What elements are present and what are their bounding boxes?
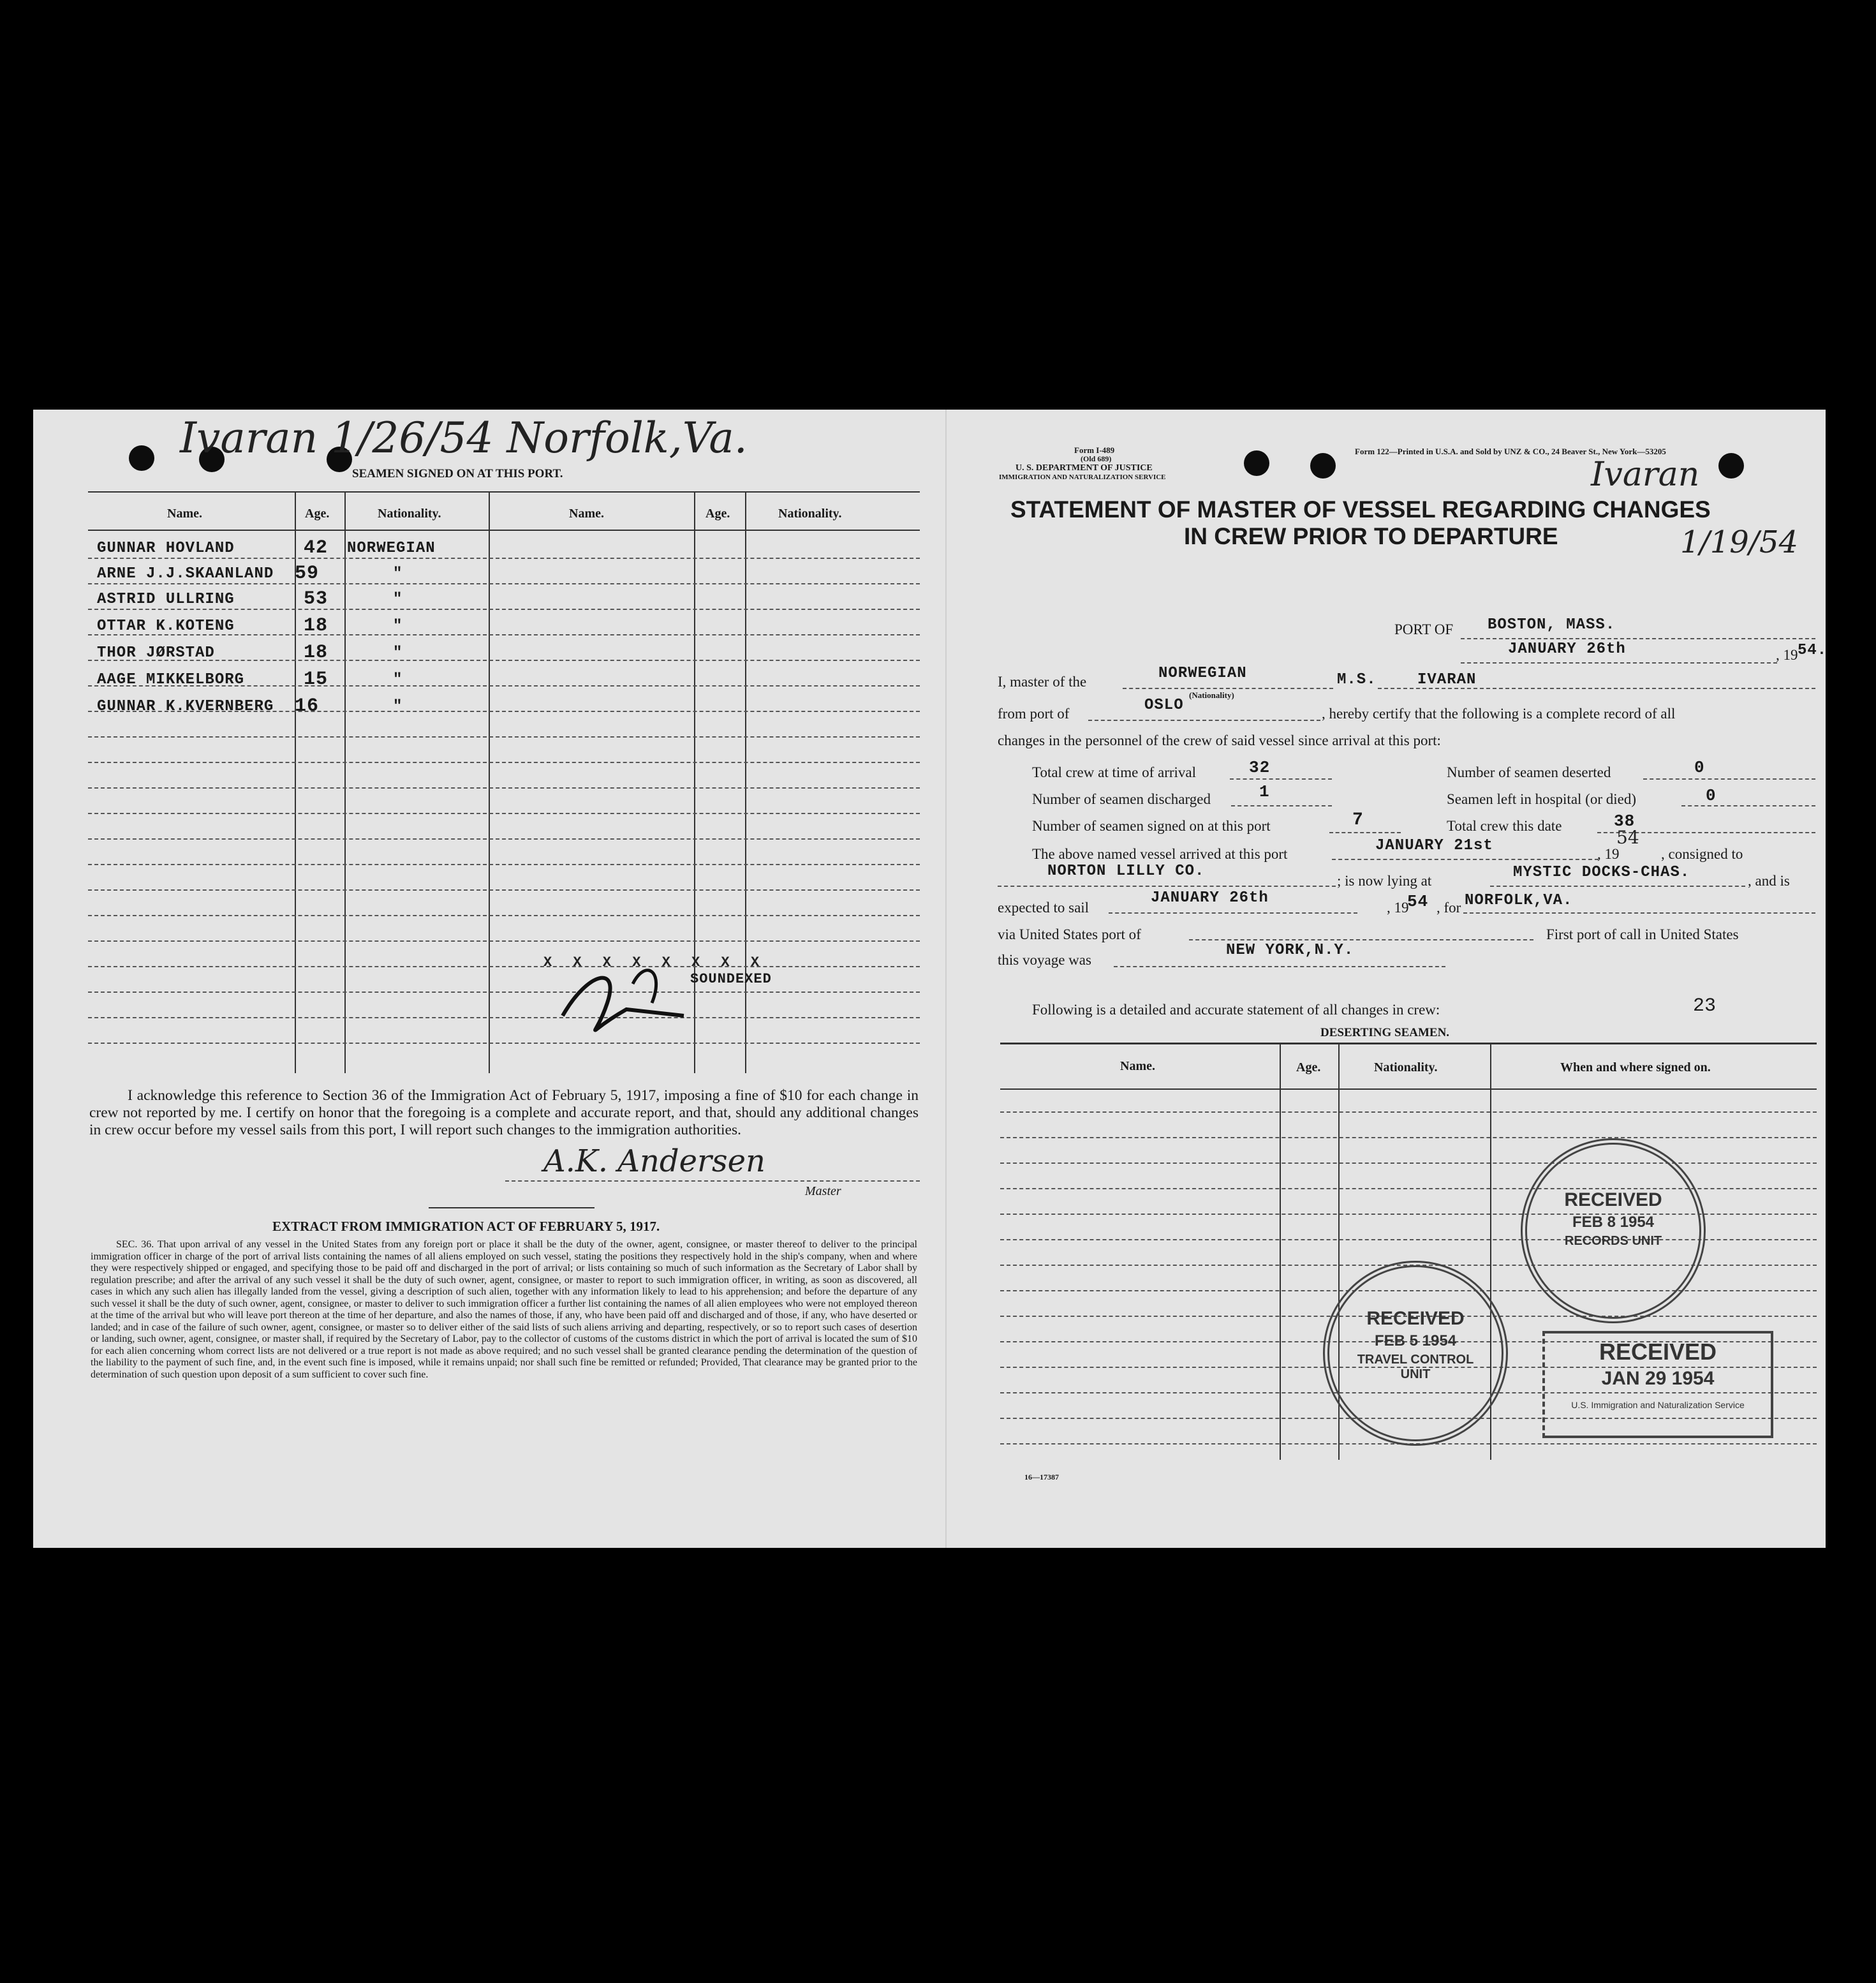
fill-line — [1463, 912, 1815, 914]
for-value: NORFOLK,VA. — [1465, 892, 1573, 909]
seaman-name: ASTRID ULLRING — [97, 591, 235, 608]
row-rule — [88, 838, 920, 840]
seaman-nationality: " — [393, 565, 403, 583]
for-label: , for — [1437, 900, 1461, 916]
date-value: JANUARY 26th — [1508, 641, 1626, 658]
master-of-label: I, master of the — [998, 674, 1087, 690]
table-top-rule — [1000, 1043, 1817, 1044]
date-year: 54. — [1798, 642, 1828, 659]
seaman-age: 15 — [304, 669, 329, 690]
stamp-unit: TRAVEL CONTROL UNIT — [1357, 1353, 1474, 1381]
nationality-caption: (Nationality) — [1189, 690, 1234, 700]
lying-value: MYSTIC DOCKS-CHAS. — [1513, 864, 1690, 881]
total-date-label: Total crew this date — [1447, 818, 1562, 834]
certify-text-2: changes in the personnel of the crew of said vessel since arrival at this port: — [998, 732, 1441, 748]
initials-mark — [537, 946, 728, 1041]
punch-hole — [1244, 450, 1269, 476]
voyage-value: NEW YORK,N.Y. — [1226, 942, 1354, 959]
row-rule — [88, 915, 920, 916]
discharged-label: Number of seamen discharged — [1032, 791, 1211, 807]
extract-title: EXTRACT FROM IMMIGRATION ACT OF FEBRUARY 5, 1917. — [272, 1219, 660, 1234]
soundexed-stamp: SOUNDEXED — [690, 971, 772, 987]
seaman-age: 42 — [304, 537, 329, 559]
master-signature: A.K. Andersen — [543, 1143, 765, 1179]
row-rule — [88, 864, 920, 865]
following-value: 23 — [1693, 995, 1717, 1017]
arrived-label: The above named vessel arrived at this port — [1032, 846, 1288, 862]
fill-line — [1461, 638, 1815, 639]
vessel-name: IVARAN — [1417, 671, 1477, 688]
agency: U. S. DEPARTMENT OF JUSTICE — [1016, 463, 1153, 473]
hospital-label: Seamen left in hospital (or died) — [1447, 791, 1637, 807]
received-stamp-travel — [1323, 1261, 1508, 1446]
row-rule — [88, 660, 920, 661]
seaman-age: 53 — [304, 588, 329, 610]
received-stamp-inspection — [1542, 1331, 1773, 1438]
col-when-where: When and where signed on. — [1560, 1060, 1711, 1074]
left-page — [33, 410, 945, 1548]
signature-line — [505, 1180, 920, 1182]
seaman-age: 16 — [295, 695, 320, 717]
row-rule — [88, 889, 920, 891]
seaman-name: THOR JØRSTAD — [97, 644, 215, 662]
stamp-label: RECEIVED — [1599, 1339, 1717, 1365]
fill-line — [1231, 805, 1332, 806]
seaman-age: 18 — [304, 642, 329, 664]
row-rule — [88, 1043, 920, 1044]
struck-text: X X X X X X X X — [543, 954, 766, 970]
fill-line — [1490, 886, 1745, 887]
fill-line — [1378, 688, 1815, 689]
column-divider — [1280, 1043, 1281, 1460]
table-header-rule — [1000, 1088, 1817, 1090]
following-label: Following is a detailed and accurate statement of all changes in crew: — [1032, 1002, 1440, 1018]
handwritten-header: Ivaran 1/26/54 Norfolk,Va. — [180, 413, 748, 463]
expected-year: 54 — [1407, 892, 1429, 911]
form-title-1: STATEMENT OF MASTER OF VESSEL REGARDING CHANGES — [1010, 496, 1711, 523]
col-name-2: Name. — [569, 507, 604, 521]
handwritten-date: 1/19/54 — [1680, 524, 1799, 560]
port-value: BOSTON, MASS. — [1488, 616, 1616, 634]
col-age: Age. — [1296, 1060, 1321, 1074]
row-rule — [88, 966, 920, 967]
seaman-name: AAGE MIKKELBORG — [97, 671, 245, 688]
stamp-label: RECEIVED — [1366, 1308, 1465, 1329]
stamp-date: JAN 29 1954 — [1601, 1368, 1715, 1389]
fill-line — [1088, 720, 1320, 721]
discharged-value: 1 — [1259, 782, 1270, 801]
certify-text: , hereby certify that the following is a complete record of all — [1322, 706, 1676, 722]
col-nationality: Nationality. — [1374, 1060, 1438, 1074]
hospital-value: 0 — [1706, 786, 1717, 805]
footer-code: 16—17387 — [1024, 1473, 1059, 1482]
via-label: via United States port of — [998, 926, 1141, 942]
extract-text: SEC. 36. That upon arrival of any vessel in the United States from any foreign port or place it shall be the duty of the owner, agent, consignee, or master thereof to deliver to the principal immigration officer in charge of the port of arrival lists containing the names of all aliens employed on such vessel, stating the positions they respectively hold in the ship's company, when and where they were respectively shipped or engaged, and specifying those to be paid off and discharged in the port of arrival; or lists containing so much of such information as the Secretary of Labor shall by regulation prescribe; and after the arrival of any such vessel it shall be the duty of such owner, agent, consignee, or master to report to such immigration officer, in writing, as soon as discovered, all cases in which any such alien has illegally landed from the vessel, giving a description of such alien, together with any information likely to lead to his apprehension; and before the departure of any such vessel it shall be the duty of such owner, agent, consignee, or master to deliver to such immigration officer a further list containing the names of all alien employees who were not employed thereon at the time of the arrival but who will leave port thereon at the time of her departure, and also the names of those, if any, who have been paid off and discharged and of those, if any, who have deserted or landed; and in case of the failure of such owner, agent, consignee, or master so to deliver either of the said lists of such aliens arriving and departing, respectively, or so to report such cases of desertion or landing, such owner, agent, consignee, or master shall, if required by the Secretary of Labor, pay to the collector of customs of the customs district in which the port of arrival is located the sum of $10 for each alien concerning whom correct lists are not delivered or a true report is not made as above required; and no such vessel shall be granted clearance pending the determination of the question of the liability to the payment of such fine, and, in the event such fine is imposed, while it remains unpaid; nor shall such fine be remitted or refunded; Provided, That clearance may be granted prior to the determination of such question upon deposit of a sum sufficient to cover such fine. — [91, 1239, 917, 1380]
deserted-label: Number of seamen deserted — [1447, 764, 1611, 780]
stamp-label: RECEIVED — [1564, 1189, 1662, 1210]
seaman-nationality: " — [393, 591, 403, 608]
fill-line — [1230, 778, 1332, 780]
seaman-nationality: " — [393, 644, 403, 662]
vessel-type: M.S. — [1337, 671, 1377, 688]
fill-line — [1332, 859, 1599, 860]
row-rule — [88, 558, 920, 559]
fill-line — [1461, 662, 1777, 664]
row-rule — [88, 992, 920, 993]
row-rule — [88, 1017, 920, 1018]
first-port-label: First port of call in United States — [1546, 926, 1739, 942]
col-nationality: Nationality. — [378, 507, 441, 521]
row-rule — [88, 762, 920, 763]
consignee: NORTON LILLY CO. — [1047, 863, 1205, 880]
deserting-title: DESERTING SEAMEN. — [1320, 1026, 1450, 1039]
deserted-value: 0 — [1694, 758, 1705, 777]
row-rule — [88, 813, 920, 814]
seaman-name: ARNE J.J.SKAANLAND — [97, 565, 274, 583]
from-port-value: OSLO — [1144, 697, 1184, 714]
seaman-nationality: NORWEGIAN — [347, 540, 436, 557]
seaman-nationality: " — [393, 698, 403, 715]
stamp-date: FEB 5 1954 — [1374, 1332, 1457, 1349]
port-label: PORT OF — [1394, 621, 1454, 637]
service: IMMIGRATION AND NATURALIZATION SERVICE — [999, 473, 1166, 481]
fill-line — [1681, 805, 1815, 806]
arrived-year-prefix: , 19 — [1597, 846, 1620, 862]
punch-hole — [1310, 453, 1336, 479]
nationality-value: NORWEGIAN — [1158, 665, 1247, 682]
seaman-name: GUNNAR HOVLAND — [97, 540, 235, 557]
row-rule — [88, 685, 920, 687]
form-old: (Old 689) — [1081, 454, 1112, 463]
section-title: SEAMEN SIGNED ON AT THIS PORT. — [352, 467, 563, 480]
total-arrival-label: Total crew at time of arrival — [1032, 764, 1197, 780]
form-number: Form I-489 — [1074, 445, 1115, 455]
acknowledgement: I acknowledge this reference to Section 36 of the Immigration Act of February 5, 1917, imposing a fine of $10 for each change in crew not reported by me. I certify on honor that the foregoing is a complete and accurate report, and that, should any additional changes in crew occur before my vessel sails from this port, I will report such changes to the immigration authorities. — [89, 1087, 919, 1138]
col-nationality-2: Nationality. — [778, 507, 842, 521]
col-age: Age. — [305, 507, 330, 521]
punch-hole — [129, 445, 154, 471]
printer-line: Form 122—Printed in U.S.A. and Sold by UNZ & CO., 24 Beaver St., New York—53205 — [1355, 447, 1666, 456]
arrived-value: JANUARY 21st — [1375, 837, 1493, 854]
fill-line — [1109, 912, 1357, 914]
punch-hole — [1718, 453, 1744, 479]
seaman-age: 59 — [295, 563, 320, 584]
seaman-age: 18 — [304, 615, 329, 637]
row-rule — [88, 609, 920, 610]
handwritten-vessel: Ivaran — [1591, 456, 1700, 494]
total-arrival-value: 32 — [1249, 758, 1271, 777]
row-rule — [1000, 1162, 1817, 1164]
from-port-label: from port of — [998, 706, 1070, 722]
seaman-name: OTTAR K.KOTENG — [97, 618, 235, 635]
col-name: Name. — [167, 507, 202, 521]
seaman-name: GUNNAR K.KVERNBERG — [97, 698, 274, 715]
col-name: Name. — [1120, 1059, 1155, 1073]
row-rule — [88, 940, 920, 942]
column-divider — [489, 491, 490, 1073]
expected-label: expected to sail — [998, 900, 1089, 916]
seaman-nationality: " — [393, 618, 403, 635]
row-rule — [88, 634, 920, 635]
total-date-value: 38 — [1614, 812, 1636, 831]
right-page — [945, 410, 1826, 1548]
signed-on-value: 7 — [1352, 810, 1364, 830]
col-age-2: Age. — [705, 507, 730, 521]
row-rule — [88, 787, 920, 789]
row-rule — [88, 736, 920, 738]
table-header-rule — [88, 530, 920, 531]
row-rule — [88, 583, 920, 584]
fill-line — [1114, 966, 1445, 967]
stamp-unit: RECORDS UNIT — [1564, 1234, 1662, 1248]
fill-line — [1123, 688, 1333, 689]
date-year-prefix: , 19 — [1776, 647, 1798, 663]
fill-line — [1189, 939, 1533, 940]
voyage-label: this voyage was — [998, 952, 1091, 968]
arrived-year: 54 — [1616, 827, 1639, 848]
seaman-nationality: " — [393, 671, 403, 688]
and-is: , and is — [1748, 873, 1790, 889]
form-title-2: IN CREW PRIOR TO DEPARTURE — [1184, 523, 1558, 549]
expected-year-prefix: , 19 — [1387, 900, 1409, 916]
row-rule — [1000, 1111, 1817, 1113]
fill-line — [1329, 832, 1401, 833]
signed-on-label: Number of seamen signed on at this port — [1032, 818, 1271, 834]
signature-caption: Master — [805, 1184, 841, 1198]
table-top-rule — [88, 491, 920, 493]
consigned-label: , consigned to — [1661, 846, 1743, 862]
stamp-unit: U.S. Immigration and Naturalization Service — [1571, 1400, 1745, 1410]
lying-label: ; is now lying at — [1337, 873, 1432, 889]
stamp-date: FEB 8 1954 — [1572, 1214, 1655, 1231]
received-stamp-records — [1521, 1138, 1706, 1323]
expected-value: JANUARY 26th — [1151, 889, 1269, 907]
divider — [429, 1207, 595, 1208]
row-rule — [88, 711, 920, 712]
fill-line — [998, 886, 1336, 887]
column-divider — [344, 491, 346, 1073]
row-rule — [1000, 1137, 1817, 1138]
fill-line — [1643, 778, 1815, 780]
